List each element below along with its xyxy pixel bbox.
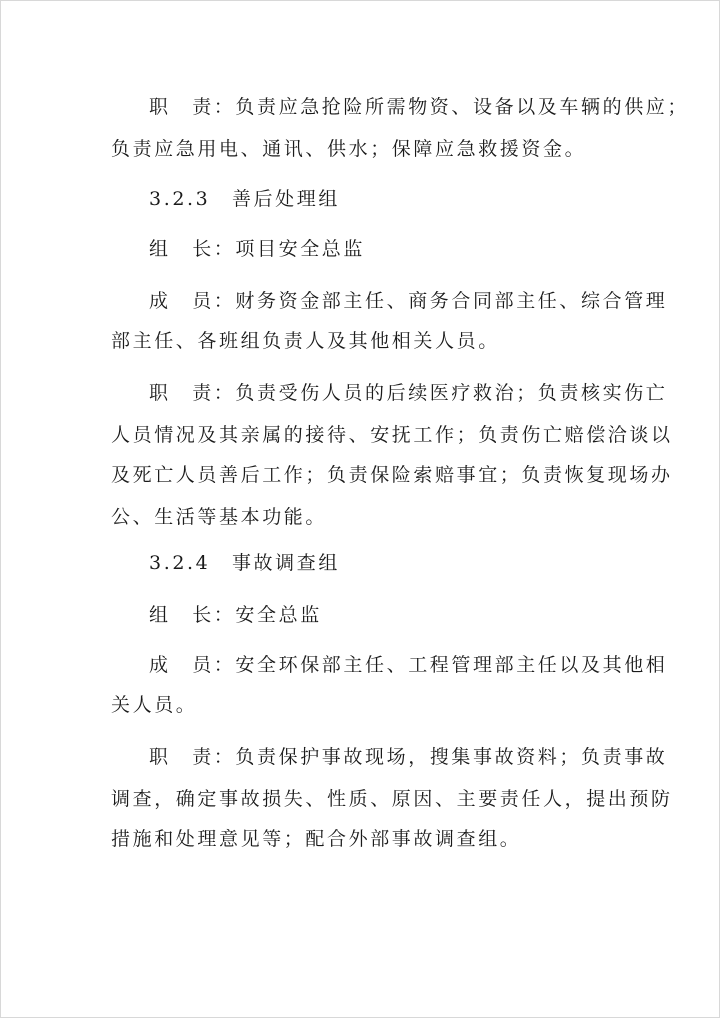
investigation-leader-line: 组 长：安全总监 [149, 604, 322, 626]
paragraph-supply-duties-line-2: 负责应急用电、通讯、供水；保障应急救援资金。 [111, 138, 587, 160]
paragraph-supply-duties-line-1: 职 责：负责应急抢险所需物资、设备以及车辆的供应； [149, 96, 690, 118]
aftermath-members-line-2: 部主任、各班组负责人及其他相关人员。 [111, 330, 500, 352]
investigation-members-line-2: 关人员。 [111, 694, 198, 716]
section-heading-3-2-3: 3.2.3 善后处理组 [149, 188, 340, 210]
aftermath-duties-line-2: 人员情况及其亲属的接待、安抚工作；负责伤亡赔偿洽谈以 [111, 424, 673, 446]
investigation-duties-line-2: 调查，确定事故损失、性质、原因、主要责任人，提出预防 [111, 788, 673, 810]
investigation-duties-line-3: 措施和处理意见等；配合外部事故调查组。 [111, 828, 522, 850]
aftermath-duties-line-1: 职 责：负责受伤人员的后续医疗救治；负责核实伤亡 [149, 382, 668, 404]
investigation-members-line-1: 成 员：安全环保部主任、工程管理部主任以及其他相 [149, 654, 668, 676]
investigation-duties-line-1: 职 责：负责保护事故现场，搜集事故资料；负责事故 [149, 746, 668, 768]
aftermath-leader-line: 组 长：项目安全总监 [149, 238, 366, 260]
aftermath-duties-line-4: 公、生活等基本功能。 [111, 506, 328, 528]
aftermath-duties-line-3: 及死亡人员善后工作；负责保险索赔事宜；负责恢复现场办 [111, 464, 673, 486]
section-heading-3-2-4: 3.2.4 事故调查组 [149, 552, 340, 574]
aftermath-members-line-1: 成 员：财务资金部主任、商务合同部主任、综合管理 [149, 290, 668, 312]
